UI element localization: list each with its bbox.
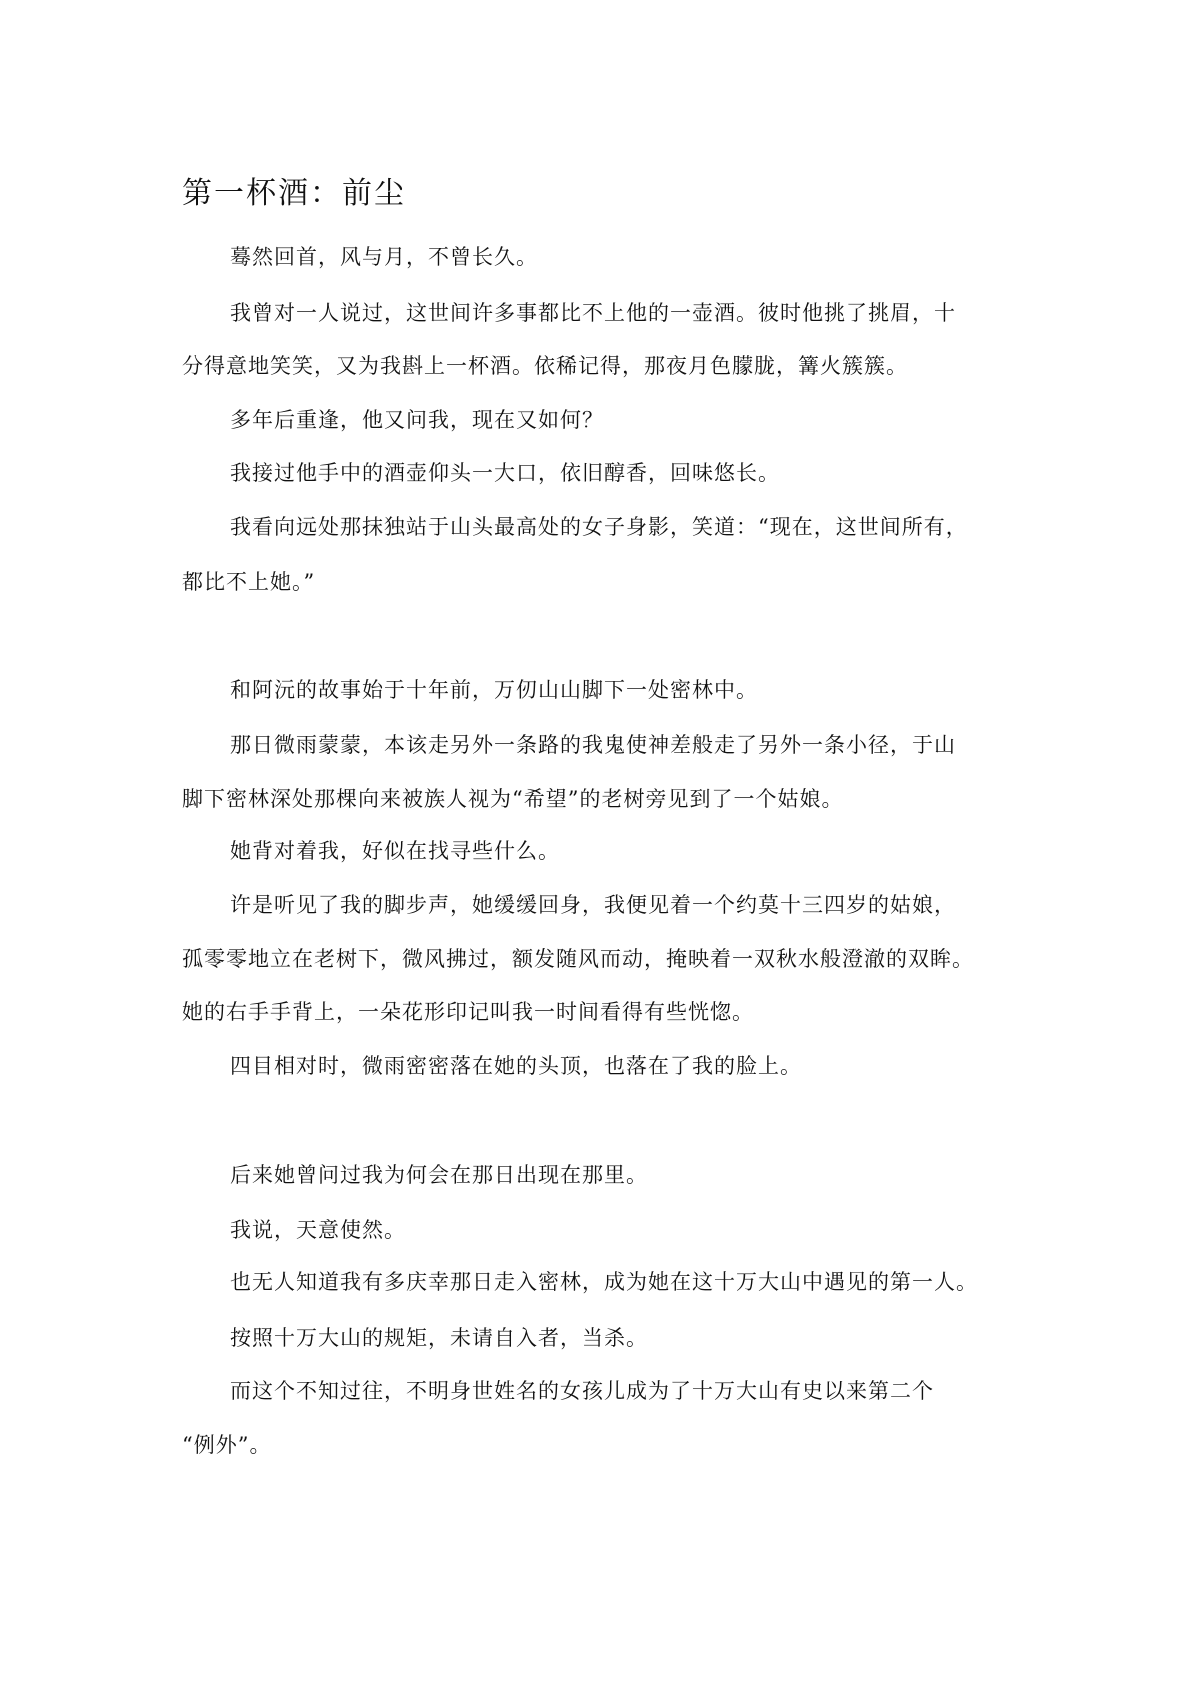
text-line: 都比不上她。” bbox=[182, 570, 316, 594]
text-line: 我曾对一人说过，这世间许多事都比不上他的一壶酒。彼时他挑了挑眉，十 bbox=[230, 301, 956, 325]
text-line: 我说，天意使然。 bbox=[230, 1218, 406, 1242]
text-line: 许是听见了我的脚步声，她缓缓回身，我便见着一个约莫十三四岁的姑娘， bbox=[230, 893, 956, 917]
text-line: 那日微雨蒙蒙，本该走另外一条路的我鬼使神差般走了另外一条小径，于山 bbox=[230, 733, 956, 757]
text-line: 而这个不知过往，不明身世姓名的女孩儿成为了十万大山有史以来第二个 bbox=[230, 1379, 934, 1403]
text-line: “例外”。 bbox=[182, 1433, 272, 1457]
text-line: 蓦然回首，风与月，不曾长久。 bbox=[230, 245, 538, 269]
text-line: 她的右手手背上，一朵花形印记叫我一时间看得有些恍惚。 bbox=[182, 1000, 754, 1024]
text-line: 分得意地笑笑，又为我斟上一杯酒。依稀记得，那夜月色朦胧，篝火簇簇。 bbox=[182, 354, 908, 378]
text-line: 她背对着我，好似在找寻些什么。 bbox=[230, 839, 560, 863]
text-line: 脚下密林深处那棵向来被族人视为“希望”的老树旁见到了一个姑娘。 bbox=[182, 787, 844, 811]
text-line: 我看向远处那抹独站于山头最高处的女子身影，笑道：“现在，这世间所有， bbox=[230, 515, 968, 539]
text-line: 我接过他手中的酒壶仰头一大口，依旧醇香，回味悠长。 bbox=[230, 461, 780, 485]
text-line: 和阿沅的故事始于十年前，万仞山山脚下一处密林中。 bbox=[230, 678, 758, 702]
chapter-title: 第一杯酒：前尘 bbox=[182, 176, 406, 211]
text-line: 孤零零地立在老树下，微风拂过，额发随风而动，掩映着一双秋水般澄澈的双眸。 bbox=[182, 947, 974, 971]
text-line: 也无人知道我有多庆幸那日走入密林，成为她在这十万大山中遇见的第一人。 bbox=[230, 1270, 978, 1294]
text-line: 后来她曾问过我为何会在那日出现在那里。 bbox=[230, 1163, 648, 1187]
text-line: 多年后重逢，他又问我，现在又如何？ bbox=[230, 408, 604, 432]
text-line: 按照十万大山的规矩，未请自入者，当杀。 bbox=[230, 1326, 648, 1350]
text-line: 四目相对时，微雨密密落在她的头顶，也落在了我的脸上。 bbox=[230, 1054, 802, 1078]
